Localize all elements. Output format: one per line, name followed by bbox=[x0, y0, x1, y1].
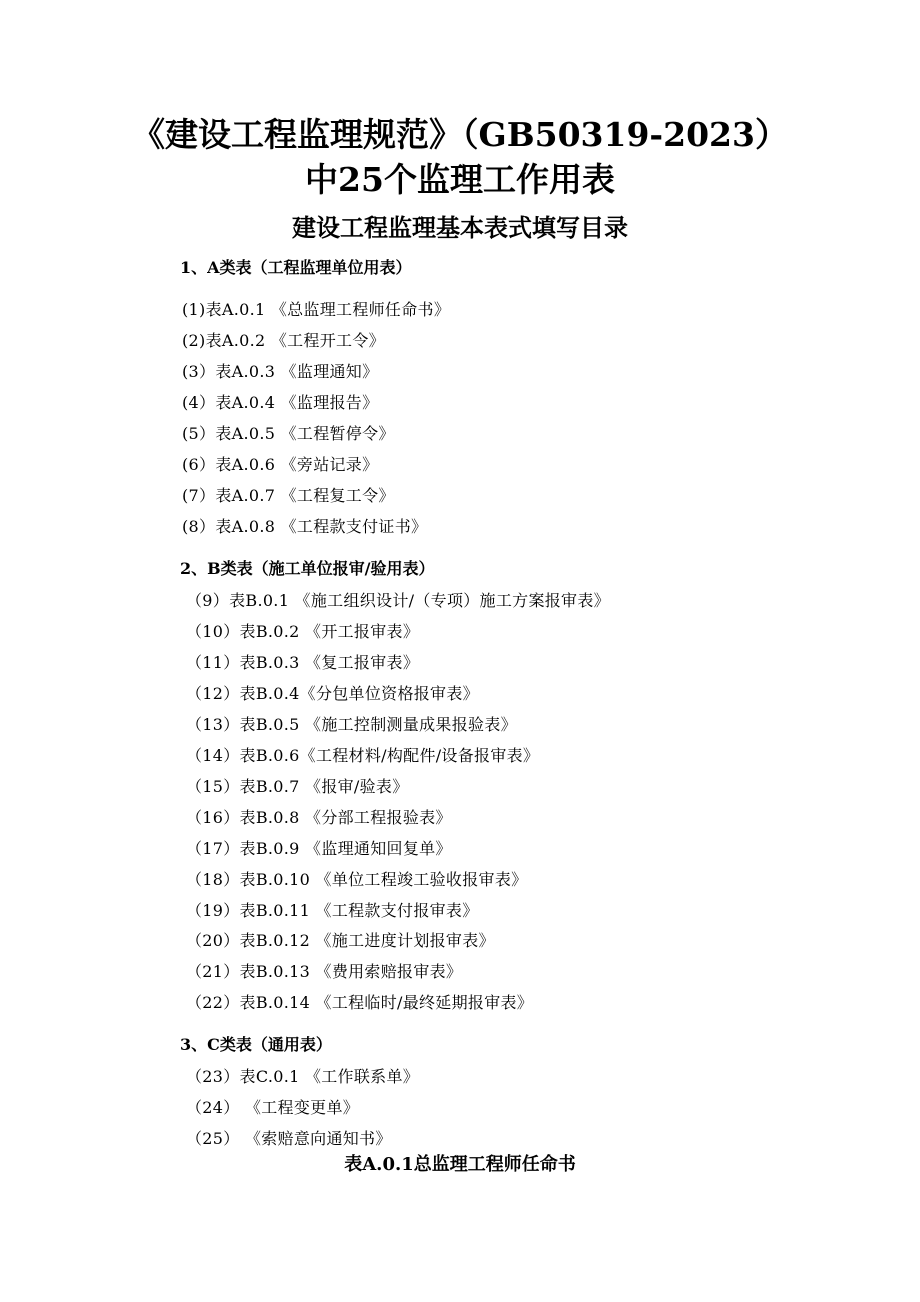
list-item: （21）表B.0.13 《费用索赔报审表》 bbox=[186, 962, 463, 981]
list-item: （10）表B.0.2 《开工报审表》 bbox=[186, 622, 420, 641]
list-item: (6）表A.0.6 《旁站记录》 bbox=[182, 455, 379, 474]
document-title-line-2: 中25个监理工作用表 bbox=[305, 160, 615, 199]
list-item: (5）表A.0.5 《工程暂停令》 bbox=[182, 424, 395, 443]
list-item: (4）表A.0.4 《监理报告》 bbox=[182, 393, 379, 412]
list-item: （14）表B.0.6《工程材料/构配件/设备报审表》 bbox=[186, 746, 540, 765]
list-item: （25） 《索赔意向通知书》 bbox=[186, 1129, 392, 1148]
section-heading-b: 2、B类表（施工单位报审/验用表） bbox=[180, 559, 435, 578]
list-item: (2)表A.0.2 《工程开工令》 bbox=[182, 331, 385, 350]
section-heading-c: 3、C类表（通用表） bbox=[180, 1035, 332, 1054]
list-item: （9）表B.0.1 《施工组织设计/（专项）施工方案报审表》 bbox=[186, 591, 610, 610]
list-item: （19）表B.0.11 《工程款支付报审表》 bbox=[186, 901, 479, 920]
list-item: （24） 《工程变更单》 bbox=[186, 1098, 360, 1117]
list-item: （12）表B.0.4《分包单位资格报审表》 bbox=[186, 684, 479, 703]
list-item: （23）表C.0.1 《工作联系单》 bbox=[186, 1067, 420, 1086]
section-heading-a: 1、A类表（工程监理单位用表） bbox=[180, 258, 412, 277]
list-item: （15）表B.0.7 《报审/验表》 bbox=[186, 777, 409, 796]
document-title-line-1: 《建设工程监理规范》（GB50319-2023） bbox=[132, 115, 788, 154]
catalog-subtitle: 建设工程监理基本表式填写目录 bbox=[292, 213, 628, 242]
list-item: (7）表A.0.7 《工程复工令》 bbox=[182, 486, 395, 505]
list-item: (1)表A.0.1 《总监理工程师任命书》 bbox=[182, 300, 451, 319]
list-item: (3）表A.0.3 《监理通知》 bbox=[182, 362, 379, 381]
list-item: （22）表B.0.14 《工程临时/最终延期报审表》 bbox=[186, 993, 534, 1012]
form-a01-title: 表A.0.1总监理工程师任命书 bbox=[344, 1154, 576, 1175]
list-item: （18）表B.0.10 《单位工程竣工验收报审表》 bbox=[186, 870, 528, 889]
list-item: (8）表A.0.8 《工程款支付证书》 bbox=[182, 517, 428, 536]
list-item: （16）表B.0.8 《分部工程报验表》 bbox=[186, 808, 452, 827]
list-item: （13）表B.0.5 《施工控制测量成果报验表》 bbox=[186, 715, 517, 734]
list-item: （17）表B.0.9 《监理通知回复单》 bbox=[186, 839, 452, 858]
list-item: （20）表B.0.12 《施工进度计划报审表》 bbox=[186, 931, 495, 950]
list-item: （11）表B.0.3 《复工报审表》 bbox=[186, 653, 420, 672]
